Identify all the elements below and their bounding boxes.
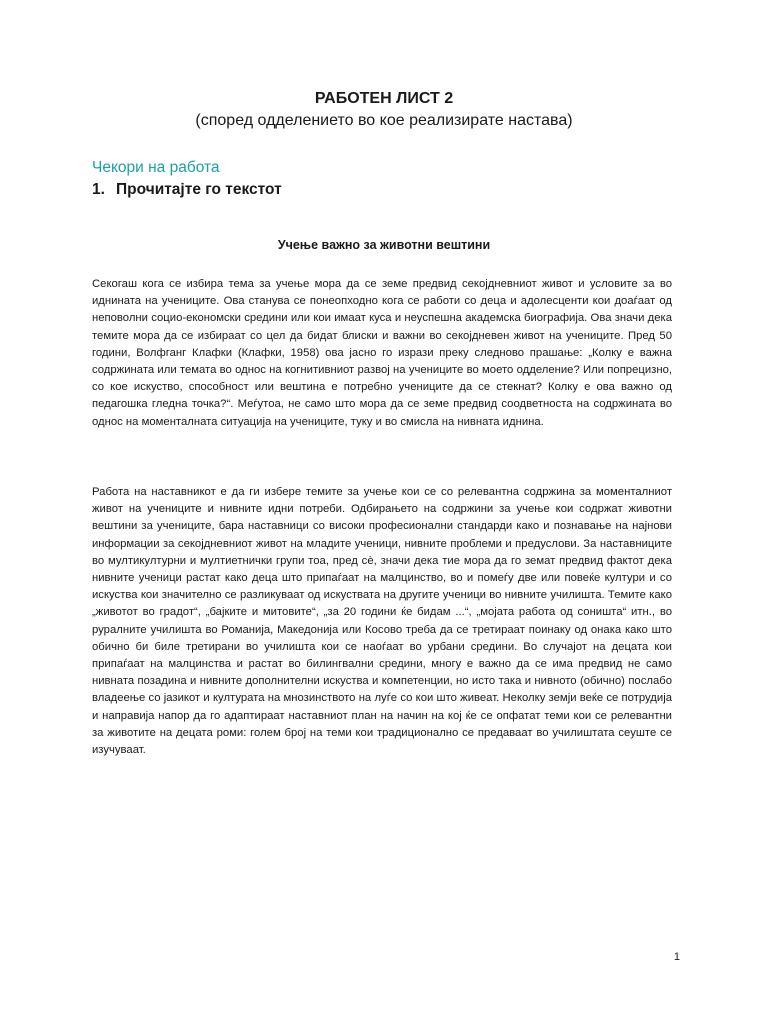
step-number: 1. [92, 181, 105, 198]
page-number: 1 [673, 951, 680, 963]
paragraph-2: Работа на наставникот е да ги избере темите за учење кои се со релевантна содржина за моменталниот живот на учениците и нивните идни потреби. Одбирањето на содржини за учење кои содржат животни вештини за учениците, бара наставници со високи професионални стандарди како и познавање на најнови информации за секојдневниот живот на младите ученици, нивните проблеми и предуслови. За наставниците во мултикултурни и мултиетнички групи тоа, пред сè, значи дека тие мора да го земат предвид фактот дека нивните ученици растат како деца што припаѓаат на малцинство, во и помеѓу две или повеќе култури и со искуства кои значително се разликуваат од искуствата на другите ученици во нивните училишта. Темите како „животот во градот“, „бајките и митовите“, „за 20 години ќе бидам ...“, „мојата работа од соништа“ итн., во руралните училишта во Романија, Македонија или Косово треба да се третираат поинаку од онака како што обично би биле третирани во училишта кои се наоѓаат во урбани средини. Во случајот на децата кои припаѓаат на малцинства и растат во билингвални средини, многу е важно да се има предвид не само нивната позадина и нивните дополнителни искуства и компетенции, но исто така и нивното (обично) послабо владеење со јазикот и културата на мнозинството на луѓе со кои што живеат. Неколку земји веќе се потрудија и направија напор да го адаптираат наставниот план на начин на кој ќе се опфатат теми кои се релевантни за животите на децата роми: голем број на теми кои традиционално се предаваат во училиштата сеуште се изучуваат. [92, 486, 672, 757]
step-text: Прочитајте го текстот [116, 181, 282, 198]
step-item [92, 180, 282, 200]
article-title: Учење важно за животни вештини [277, 238, 491, 252]
page-title: РАБОТЕН ЛИСТ 2 [314, 90, 454, 107]
page-subtitle: (според одделението во кое реализирате настава) [195, 112, 573, 129]
paragraph-1: Секогаш кога се избира тема за учење мора да се земе предвид секојдневниот живот и условите за во иднината на учениците. Ова станува се понеопходно кога се работи со деца и адолесценти кои доаѓаат од неповолни социо-економски средини или кои имаат куса и неуспешна академска биографија. Ова значи дека темите мора да се избираат со цел да бидат блиски и важни во секојдневен живот на учениците. Пред 50 години, Волфганг Клафки (Клафки, 1958) ова јасно го изрази преку следново прашање: „Колку е важна содржината или темата во однос на когнитивниот развој на учениците во моето одделение? Или попрецизно, со кое искуство, способност или вештина е потребно учениците да се стекнат? Колку е ова важно од педагошка гледна точка?“. Меѓутоа, не само што мора да се земе предвид соодветноста на содржината во однос на моменталната ситуација на учениците, туку и во смисла на нивната иднина. [92, 278, 672, 428]
steps-heading: Чекори на работа [92, 159, 220, 176]
